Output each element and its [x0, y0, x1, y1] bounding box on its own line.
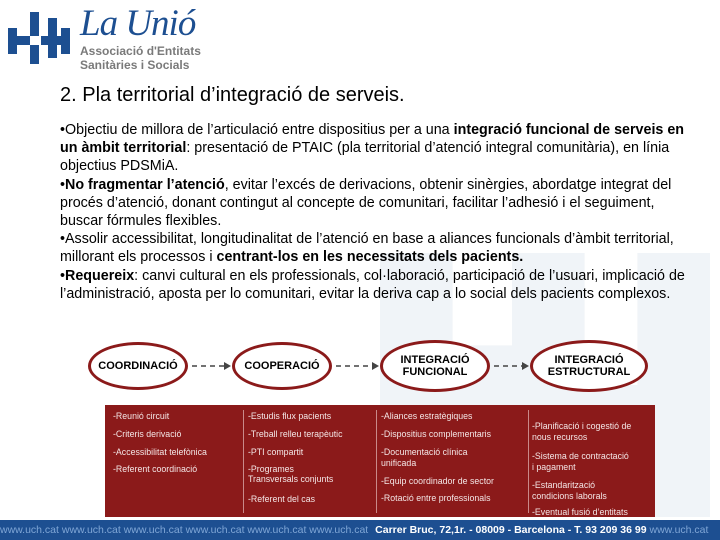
bullet-item	[60, 176, 690, 231]
column-divider	[528, 410, 529, 513]
column-item: Transversals conjunts	[248, 474, 334, 484]
column-item: -Equip coordinador de sector	[381, 476, 494, 486]
stage-cooperacio	[232, 342, 332, 390]
bullet-text: : canvi cultural en els professionals, col·laboració, participació de l’usuari, implicació de l’administració, aposta per lo comunitari, evitar la deriva cap a lo social dels pacients complexos.	[60, 267, 685, 302]
bullet-text: : presentació de PTAIC (pla territorial d’atenció integral comunitària), en línia objectius PDSMiA.	[60, 140, 670, 175]
logo-subtitle-line1: Associació d'Entitats	[80, 44, 201, 58]
bullet-text: , evitar l’excés de derivacions, obtenir sinèrgies, abordatge integrat del procés d’atenció, donant contingut al concepte de comunitari, facilitar l’adhesió i el seguiment, buscar fórmules flexibles.	[60, 176, 672, 230]
column-divider	[376, 410, 377, 513]
column-item: -Reunió circuit	[113, 411, 170, 421]
bullet-list	[60, 121, 690, 303]
bullet-bold-text: No fragmentar l’atenció	[65, 176, 225, 193]
column-item: unificada	[381, 458, 417, 468]
column-item: -Eventual fusió d’entitats	[532, 507, 628, 517]
bullet-bold-text: centrant-los en les necessitats dels pacients.	[216, 249, 524, 266]
column-item: nous recursos	[532, 432, 588, 442]
logo-subtitle-line2: Sanitàries i Socials	[80, 58, 190, 72]
column-item: -Treball relleu terapèutic	[248, 429, 343, 439]
column-item: -Sistema de contractació	[532, 451, 629, 461]
column-item: -Accessibilitat telefònica	[113, 447, 207, 457]
bullet-item	[60, 267, 690, 303]
column-item: condicions laborals	[532, 491, 607, 501]
footer-urls[interactable]: www.uch.cat www.uch.cat www.uch.cat www.uch.cat www.uch.cat www.uch.cat	[0, 524, 369, 536]
bullet-item	[60, 121, 690, 176]
bullet-text: •	[60, 267, 66, 284]
bullet-text: •Objectiu de millora de l’articulació entre dispositius per a una	[60, 122, 454, 138]
arrow-icon	[492, 360, 530, 372]
la-unio-logo-icon	[8, 10, 70, 66]
column-divider	[243, 410, 244, 513]
arrow-icon	[334, 360, 380, 372]
column-item: -Planificació i cogestió de	[532, 421, 632, 431]
column-item: -Aliances estratègiques	[381, 411, 473, 421]
stage-integracio-funcional	[380, 340, 490, 392]
footer-address: Carrer Bruc, 72,1r. - 08009 - Barcelona - T. 93 209 36 99	[375, 524, 647, 536]
bullet-text: •	[60, 176, 66, 193]
bullet-bold-text: Requereix	[65, 267, 135, 284]
stage-integracio-estructural	[530, 340, 648, 392]
bullet-bold-text: integració funcional de serveis en un àmbit territorial	[60, 122, 685, 157]
stage-label-line2: FUNCIONAL	[402, 366, 468, 378]
stage-label-line1: INTEGRACIÓ	[400, 354, 470, 366]
stage-label-line2: ESTRUCTURAL	[547, 366, 631, 378]
column-item: -Documentació clínica	[381, 447, 468, 457]
column-item: -Referent del cas	[248, 494, 315, 504]
column-item: -PTI compartit	[248, 447, 304, 457]
column-item: -Estandarització	[532, 480, 596, 490]
footer-bar	[0, 520, 720, 540]
column-item: -Programes	[248, 464, 294, 474]
column-item: -Estudis flux pacients	[248, 411, 332, 421]
stage-label-line1: INTEGRACIÓ	[554, 354, 624, 366]
column-item: -Referent coordinació	[113, 464, 198, 474]
column-item: -Dispositius complementaris	[381, 429, 491, 439]
column-item: -Rotació entre professionals	[381, 493, 491, 503]
bullet-item	[60, 230, 690, 266]
column-item: -Criteris derivació	[113, 429, 182, 439]
bullet-text: •Assolir accessibilitat, longitudinalitat de l’atenció en base a aliances funcionals d’àmbit territorial, millorant els processos i	[60, 231, 674, 266]
logo-title: La Unió	[80, 3, 196, 44]
footer-url[interactable]: www.uch.cat	[649, 524, 709, 536]
logo-subtitle	[80, 44, 201, 72]
slide-title: 2. Pla territorial d’integració de serveis.	[60, 84, 405, 106]
arrow-icon	[190, 360, 232, 372]
stage-label: COOPERACIÓ	[244, 360, 320, 372]
stage-coordinacio	[88, 342, 188, 390]
column-item: i pagament	[532, 462, 576, 472]
stage-label: COORDINACIÓ	[98, 360, 178, 372]
